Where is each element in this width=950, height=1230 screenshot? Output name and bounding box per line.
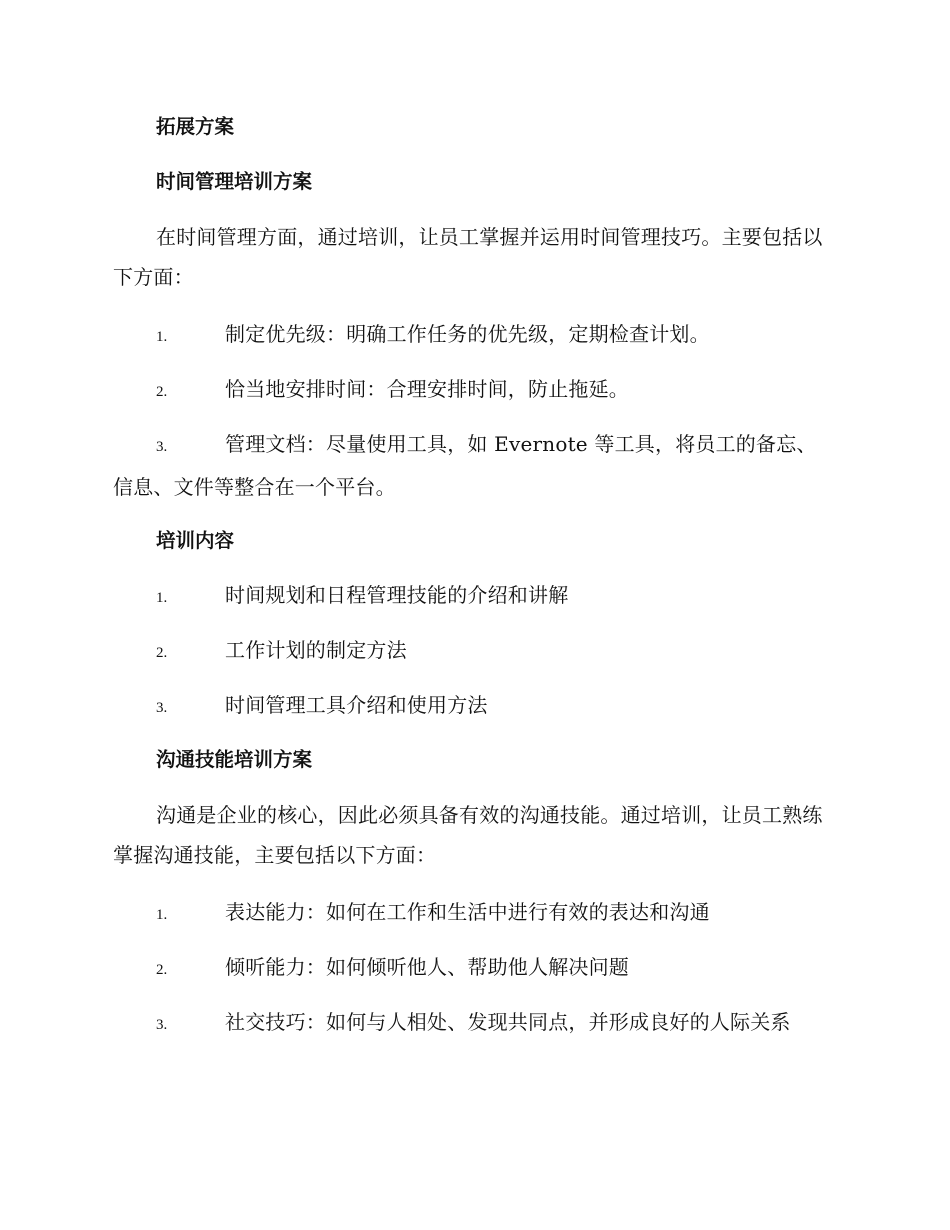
list-item	[113, 575, 833, 618]
list-item-number: 2.	[156, 962, 168, 978]
list-item-text: 表达能力：如何在工作和生活中进行有效的表达和沟通	[225, 900, 710, 924]
list-item-text: 管理文档：尽量使用工具，如 Evernote 等工具，将员工的备忘、信息、文件等整合在一个平台。	[113, 432, 817, 499]
list-item-text: 社交技巧：如何与人相处、发现共同点，并形成良好的人际关系	[225, 1010, 791, 1034]
list-item	[113, 424, 833, 507]
section-intro-communication: 沟通是企业的核心，因此必须具备有效的沟通技能。通过培训，让员工熟练掌握沟通技能，主要包括以下方面：	[113, 803, 823, 867]
list-item	[113, 630, 833, 673]
section-heading-communication: 沟通技能培训方案	[156, 748, 313, 771]
list-item-number: 1.	[156, 907, 168, 923]
list-item	[113, 892, 833, 935]
list-item-text: 恰当地安排时间：合理安排时间，防止拖延。	[225, 377, 629, 401]
list-item	[113, 685, 833, 728]
list-item-text: 倾听能力：如何倾听他人、帮助他人解决问题	[225, 955, 629, 979]
section-heading-training-content: 培训内容	[156, 529, 235, 552]
list-item-text: 时间规划和日程管理技能的介绍和讲解	[225, 583, 569, 607]
list-item-text: 工作计划的制定方法	[225, 638, 407, 662]
list-item-number: 2.	[156, 645, 168, 661]
document-title: 拓展方案	[156, 115, 235, 138]
list-item	[113, 1002, 833, 1045]
list-item-number: 3.	[156, 439, 168, 455]
list-item-number: 2.	[156, 384, 168, 400]
list-item-number: 1.	[156, 329, 168, 345]
list-item	[113, 947, 833, 990]
list-item-text: 制定优先级：明确工作任务的优先级，定期检查计划。	[225, 322, 710, 346]
list-item	[113, 369, 833, 412]
list-item-number: 3.	[156, 700, 168, 716]
list-item	[113, 314, 833, 357]
section-intro-time-management: 在时间管理方面，通过培训，让员工掌握并运用时间管理技巧。主要包括以下方面：	[113, 225, 823, 289]
section-heading-time-management: 时间管理培训方案	[156, 170, 313, 193]
list-item-number: 3.	[156, 1017, 168, 1033]
list-item-text: 时间管理工具介绍和使用方法	[225, 693, 488, 717]
list-item-number: 1.	[156, 590, 168, 606]
